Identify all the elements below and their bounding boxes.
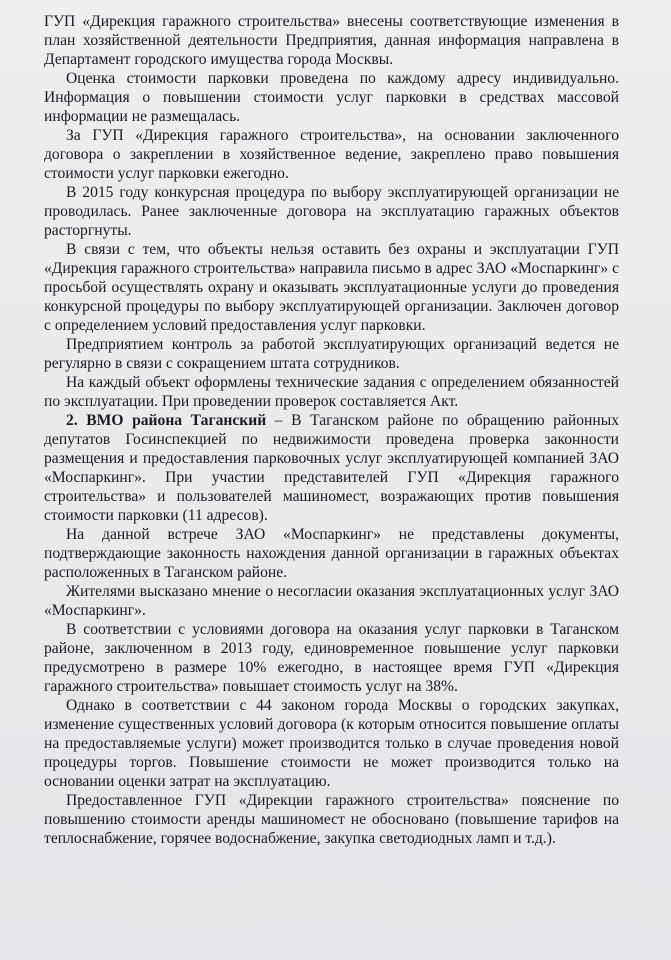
section-heading-inline: 2. ВМО района Таганский (66, 412, 267, 429)
paragraph-text: Жителями высказано мнение о несогласии оказания эксплуатационных услуг ЗАО «Моспаркинг». (44, 583, 619, 619)
page-bottom-margin (0, 880, 671, 960)
paragraph (44, 69, 619, 126)
paragraph (44, 696, 619, 791)
paragraph-text: На данной встрече ЗАО «Моспаркинг» не представлены документы, подтверждающие законность нахождения данной организации в гаражных объектах расположенных в Таганском районе. (44, 526, 619, 581)
document-body (44, 12, 619, 848)
paragraph (44, 335, 619, 373)
paragraph-text: ГУП «Дирекция гаражного строительства» внесены соответствующие изменения в план хозяйственной деятельности Предприятия, данная информация направлена в Департамент городского имущества города Москвы. (44, 13, 619, 68)
paragraph (44, 12, 619, 69)
paragraph (44, 411, 619, 525)
paragraph (44, 183, 619, 240)
paragraph (44, 525, 619, 582)
paragraph-text: Однако в соответствии с 44 законом города Москвы о городских закупках, изменение существенных условий договора (к которым относится повышение оплаты на предоставляемые услуги) может производится только в случае проведения новой процедуры торгов. Повышение стоимости не может производится только на основании оценки затрат на эксплуатацию. (44, 697, 619, 790)
paragraph-text: В 2015 году конкурсная процедура по выбору эксплуатирующей организации не проводилась. Ранее заключенные договора на эксплуатацию гаражных объектов расторгнуты. (44, 184, 619, 239)
paragraph (44, 126, 619, 183)
paragraph-text: Предприятием контроль за работой эксплуатирующих организаций ведется не регулярно в связи с сокращением штата сотрудников. (44, 336, 619, 372)
paragraph (44, 373, 619, 411)
paragraph (44, 791, 619, 848)
paragraph-text: – В Таганском районе по обращению районных депутатов Госинспекцией по недвижимости проведена проверка законности размещения и предоставления парковочных услуг эксплуатирующей компанией ЗАО «Моспаркинг». При участии представителей ГУП «Дирекция гаражного строительства» и пользователей машиномест, возражающих против повышения стоимости парковки (11 адресов). (44, 412, 619, 524)
paragraph (44, 240, 619, 335)
paragraph-text: Оценка стоимости парковки проведена по каждому адресу индивидуально. Информация о повышении стоимости услуг парковки в средствах массовой информации не размещалась. (44, 70, 619, 125)
paragraph-text: В связи с тем, что объекты нельзя оставить без охраны и эксплуатации ГУП «Дирекция гаражного строительства» направила письмо в адрес ЗАО «Моспаркинг» с просьбой осуществлять охрану и оказывать эксплуатационные услуги до проведения конкурсной процедуры по выбору эксплуатирующей организации. Заключен договор с определением условий предоставления услуг парковки. (44, 241, 619, 334)
paragraph-text: Предоставленное ГУП «Дирекции гаражного строительства» пояснение по повышению стоимости аренды машиномест не обосновано (повышение тарифов на теплоснабжение, горячее водоснабжение, закупка светодиодных ламп и т.д.). (44, 792, 619, 847)
paragraph-text: На каждый объект оформлены технические задания с определением обязанностей по эксплуатации. При проведении проверок составляется Акт. (44, 374, 619, 410)
paragraph-text: За ГУП «Дирекция гаражного строительства», на основании заключенного договора о закреплении в хозяйственное ведение, закреплено право повышения стоимости услуг парковки ежегодно. (44, 127, 619, 182)
paragraph-text: В соответствии с условиями договора на оказания услуг парковки в Таганском районе, заключенном в 2013 году, единовременное повышение услуг парковки предусмотрено в размере 10% ежегодно, в настоящее время ГУП «Дирекция гаражного строительства» повышает стоимость услуг на 38%. (44, 621, 619, 695)
paragraph (44, 582, 619, 620)
paragraph (44, 620, 619, 696)
